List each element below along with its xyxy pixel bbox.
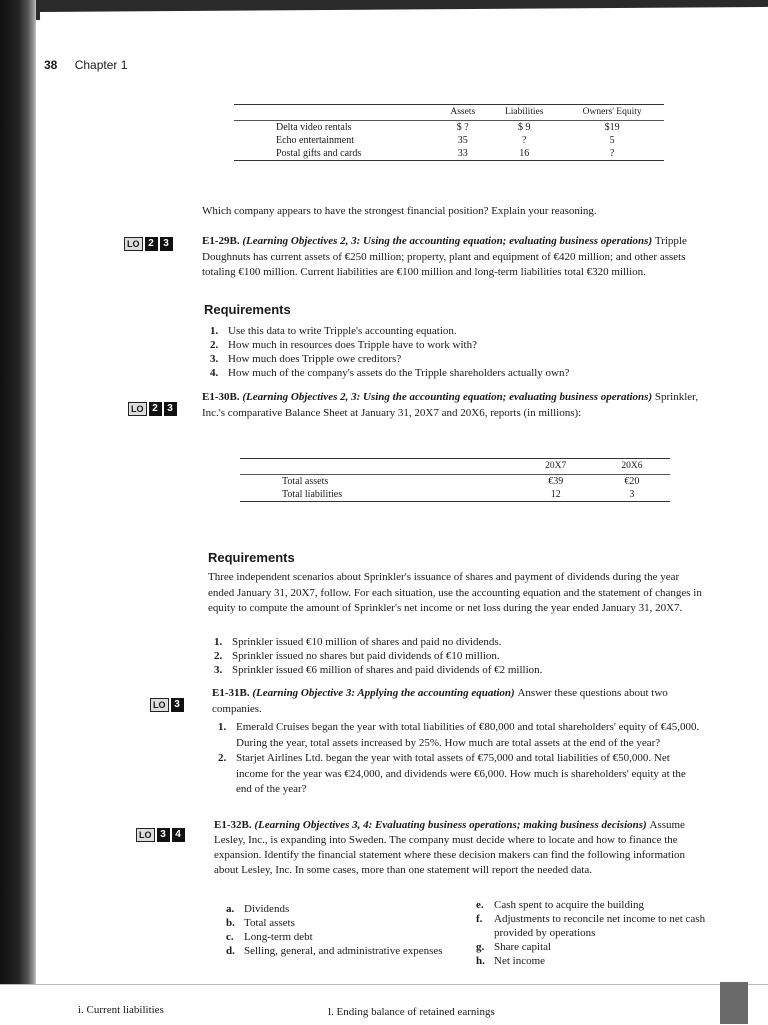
item-text: Dividends (244, 903, 290, 915)
item-letter: a. (226, 903, 235, 915)
exercise-e131 (212, 686, 708, 717)
exercise-e132 (214, 818, 710, 878)
column-header: Owners' Equity (560, 105, 664, 121)
table-cell: $ ? (456, 122, 469, 133)
question-text: Which company appears to have the strongest financial position? Explain your reasoning. (202, 205, 597, 217)
exercise-e129 (202, 234, 712, 281)
item-number: 2. (214, 650, 223, 662)
lo-badge-e131 (150, 698, 184, 712)
item-letter: c. (226, 931, 234, 943)
exercise-id: E1-30B. (202, 391, 243, 403)
item-letter: f. (476, 913, 483, 925)
item-number: 1. (218, 721, 227, 733)
table-cell: 16 (519, 148, 530, 159)
item-letter: b. (226, 917, 235, 929)
textbook-page (36, 18, 748, 984)
company-table (234, 104, 664, 161)
column-header (234, 105, 437, 121)
item-letter: e. (476, 899, 484, 911)
exercise-id: E1-29B. (202, 235, 243, 247)
item-text: Sprinkler issued no shares but paid dividends of €10 million. (232, 650, 500, 662)
column-header: 20X7 (518, 459, 594, 475)
lo-number: 2 (145, 237, 158, 251)
column-header: Assets (437, 105, 488, 121)
table-cell: $19 (604, 122, 620, 133)
list-item (214, 649, 694, 663)
page-header (44, 58, 127, 72)
item-number: 1. (214, 636, 223, 648)
exercise-title: (Learning Objectives 2, 3: Using the accounting equation; evaluating business operations) (242, 235, 655, 247)
list-item (218, 720, 702, 751)
item-letter: h. (476, 955, 485, 967)
item-number: 3. (214, 664, 223, 676)
bottom-item-right: l. Ending balance of retained earnings (328, 1006, 495, 1018)
lo-tag: LO (128, 402, 147, 416)
column-header: 20X6 (594, 459, 670, 475)
row-label: Total assets (282, 476, 329, 487)
column-header: Liabilities (488, 105, 560, 121)
list-item (210, 366, 690, 380)
exercise-title: (Learning Objective 3: Applying the accounting equation) (252, 687, 518, 699)
item-letter: g. (476, 941, 485, 953)
requirements-heading: Requirements (208, 550, 295, 565)
lo-number: 3 (157, 828, 170, 842)
item-text: Use this data to write Tripple's accounting equation. (228, 325, 457, 337)
item-text: How much does Tripple owe creditors? (228, 353, 402, 365)
item-text: Starjet Airlines Ltd. began the year with total assets of €75,000 and total liabilities of €50,000. Net income for the year was €24,000, and dividends were €6,000. How much is shareholders' equity at the end of the year? (236, 752, 686, 795)
item-text: Emerald Cruises began the year with total liabilities of €80,000 and total shareholders' equity of €45,000. During the year, total assets increased by 25%. How much are total assets at the end of the year? (236, 721, 700, 749)
lo-tag: LO (150, 698, 169, 712)
table-row (240, 488, 670, 501)
item-text: Share capital (494, 941, 552, 953)
item-number: 2. (218, 752, 227, 764)
row-label: Echo entertainment (276, 135, 355, 146)
list-item (218, 751, 702, 798)
info-list-right (476, 898, 716, 968)
table-cell: €39 (548, 476, 564, 487)
list-item (210, 338, 690, 352)
item-text: How much of the company's assets do the Tripple shareholders actually own? (228, 367, 570, 379)
item-text: Selling, general, and administrative expenses (244, 945, 443, 957)
column-header (240, 459, 518, 475)
list-item (226, 944, 456, 958)
table-row (234, 121, 664, 135)
list-item (476, 912, 716, 940)
requirements-body-e130: Three independent scenarios about Sprinkler's issuance of shares and payment of dividends during the year ended January 31, 20X7, follow. For each situation, use the accounting equation and the statement of changes in equity to compute the amount of Sprinkler's net income or net loss during the year ended January 31, 20X7. (208, 571, 702, 614)
table-cell: 35 (457, 135, 468, 146)
page-number: 38 (44, 58, 58, 72)
table-cell: €20 (624, 476, 640, 487)
item-text: How much in resources does Tripple have to work with? (228, 339, 477, 351)
table-cell: 33 (457, 148, 468, 159)
row-label: Total liabilities (282, 489, 343, 500)
table-cell: ? (521, 135, 527, 146)
question-list-e131 (218, 720, 702, 798)
item-text: Cash spent to acquire the building (494, 899, 644, 911)
list-item (226, 902, 456, 916)
lo-number: 2 (149, 402, 162, 416)
table-cell: $ 9 (517, 122, 531, 133)
table-row (234, 134, 664, 147)
exercise-id: E1-32B. (214, 819, 255, 831)
table-row (234, 147, 664, 160)
info-list-left (226, 902, 456, 958)
requirements-heading: Requirements (204, 302, 291, 317)
table-cell: 5 (609, 135, 615, 146)
bottom-item-left: i. Current liabilities (78, 1004, 164, 1016)
exercise-body: Sprinkler, Inc.'s comparative Balance Sheet at January 31, 20X7 and 20X6, reports (in millions): (202, 391, 699, 419)
item-text: Net income (494, 955, 546, 967)
item-text: Adjustments to reconcile net income to net cash provided by operations (494, 913, 706, 939)
lo-badge-e132 (136, 828, 185, 842)
lo-tag: LO (136, 828, 155, 842)
item-number: 4. (210, 367, 219, 379)
lo-badge-e129 (124, 237, 173, 251)
chapter-label: Chapter 1 (74, 58, 128, 72)
lo-tag: LO (124, 237, 143, 251)
exercise-title: (Learning Objectives 2, 3: Using the accounting equation; evaluating business operations) (242, 391, 655, 403)
list-item (214, 663, 694, 677)
exercise-e130 (202, 390, 712, 421)
requirements-list-e129 (210, 324, 690, 380)
item-text: Sprinkler issued €10 million of shares and paid no dividends. (232, 636, 502, 648)
table-cell: 12 (550, 489, 561, 500)
list-item (226, 916, 456, 930)
requirements-list-e130 (214, 635, 694, 677)
exercise-id: E1-31B. (212, 687, 253, 699)
item-text: Total assets (244, 917, 295, 929)
scan-corner-shadow (720, 982, 748, 1024)
list-item (476, 898, 716, 912)
exercise-body: Assume Lesley, Inc., is expanding into Sweden. The company must decide where to locate and how to finance the expansion. Identify the financial statement where these decision makers can find the following information about Lesley, Inc. In some cases, more than one statement will report the needed data. (214, 819, 686, 876)
exercise-body: Answer these questions about two companies. (212, 687, 668, 715)
item-letter: d. (226, 945, 235, 957)
item-text: Sprinkler issued €6 million of shares and paid dividends of €2 million. (232, 664, 543, 676)
row-label: Delta video rentals (276, 122, 352, 133)
list-item (214, 635, 694, 649)
exercise-body: Tripple Doughnuts has current assets of €250 million; property, plant and equipment of €420 million; and other assets totaling €100 million. Current liabilities are €100 million and long-term liabilities total €320 million. (202, 235, 687, 278)
row-label: Postal gifts and cards (276, 148, 362, 159)
list-item (476, 954, 716, 968)
list-item (210, 324, 690, 338)
exercise-title: (Learning Objectives 3, 4: Evaluating business operations; making business decisions) (254, 819, 650, 831)
lo-number: 3 (171, 698, 184, 712)
lo-number: 4 (172, 828, 185, 842)
item-text: Long-term debt (244, 931, 313, 943)
list-item (210, 352, 690, 366)
lo-number: 3 (164, 402, 177, 416)
list-item (226, 930, 456, 944)
item-number: 2. (210, 339, 219, 351)
lo-badge-e130 (128, 402, 177, 416)
item-number: 3. (210, 353, 219, 365)
table-cell: ? (609, 148, 615, 159)
list-item (476, 940, 716, 954)
lo-number: 3 (160, 237, 173, 251)
scan-binding-shadow (0, 0, 36, 1000)
item-number: 1. (210, 325, 219, 337)
table-row (240, 475, 670, 489)
balance-sheet-table (240, 458, 670, 502)
table-cell: 3 (629, 489, 635, 500)
